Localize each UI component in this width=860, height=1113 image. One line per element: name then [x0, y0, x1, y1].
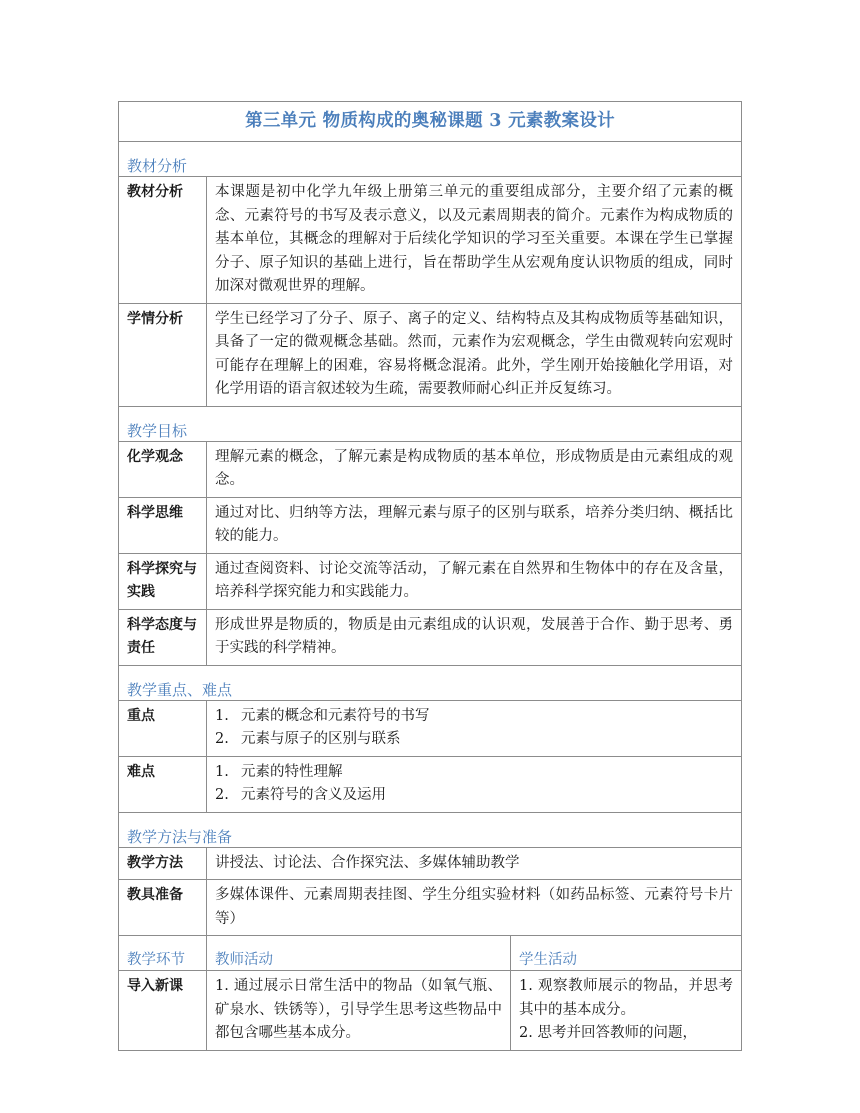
section-heading-material: 教材分析 — [119, 142, 742, 177]
student-activity-item: 2. 思考并回答教师的问题， — [519, 1025, 697, 1041]
list-item: 1. 元素的概念和元素符号的书写 — [215, 707, 430, 724]
row-label: 化学观念 — [119, 441, 207, 497]
row-label: 导入新课 — [119, 971, 207, 1051]
section-heading-methods: 教学方法与准备 — [119, 812, 742, 847]
row-text: 通过查阅资料、讨论交流等活动，了解元素在自然界和生物体中的存在及含量，培养科学探究能力和实践能力。 — [207, 553, 742, 609]
row-text: 本课题是初中化学九年级上册第三单元的重要组成部分，主要介绍了元素的概念、元素符号的书写及表示意义，以及元素周期表的简介。元素作为构成物质的基本单位，其概念的理解对于后续化学知识的学习至关重要。本课在学生已掌握分子、原子知识的基础上进行，旨在帮助学生从宏观角度认识物质的组成，同时加深对微观世界的理解。 — [207, 177, 742, 304]
table-row — [119, 177, 742, 304]
table-row — [119, 303, 742, 406]
student-activity-item: 1. 观察教师展示的物品，并思考其中的基本成分。 — [519, 978, 734, 1018]
row-label: 难点 — [119, 756, 207, 812]
row-text: 理解元素的概念，了解元素是构成物质的基本单位，形成物质是由元素组成的观念。 — [207, 441, 742, 497]
numbered-list — [215, 761, 733, 808]
row-text: 学生已经学习了分子、原子、离子的定义、结构特点及其构成物质等基础知识，具备了一定的微观概念基础。然而，元素作为宏观概念，学生由微观转向宏观时可能存在理解上的困难，容易将概念混淆。此外，学生刚开始接触化学用语，对化学用语的语言叙述较为生疏，需要教师耐心纠正并反复练习。 — [207, 303, 742, 406]
row-text: 讲授法、讨论法、合作探究法、多媒体辅助教学 — [207, 847, 742, 880]
section-heading-keypoints: 教学重点、难点 — [119, 665, 742, 700]
teacher-activity: 1. 通过展示日常生活中的物品（如氧气瓶、矿泉水、铁锈等），引导学生思考这些物品中都包含哪些基本成分。 — [207, 971, 511, 1051]
row-label: 教材分析 — [119, 177, 207, 304]
row-text: 形成世界是物质的，物质是由元素组成的认识观，发展善于合作、勤于思考、勇于实践的科学精神。 — [207, 609, 742, 665]
header-teacher: 教师活动 — [207, 936, 511, 971]
row-label: 科学探究与实践 — [119, 553, 207, 609]
list-item: 1. 元素的特性理解 — [215, 763, 343, 780]
process-header-row — [119, 936, 742, 971]
table-row — [119, 971, 742, 1051]
table-row — [119, 497, 742, 553]
row-text: 通过对比、归纳等方法，理解元素与原子的区别与联系，培养分类归纳、概括比较的能力。 — [207, 497, 742, 553]
row-label: 科学思维 — [119, 497, 207, 553]
lesson-plan-document — [118, 101, 741, 1051]
numbered-list — [215, 705, 733, 752]
row-label: 教具准备 — [119, 880, 207, 936]
page-title: 第三单元 物质构成的奥秘课题 3 元素教案设计 — [119, 102, 742, 142]
list-item: 2. 元素符号的含义及运用 — [215, 787, 386, 803]
row-label: 教学方法 — [119, 847, 207, 880]
row-label: 重点 — [119, 700, 207, 756]
table-row — [119, 441, 742, 497]
section-heading-goals: 教学目标 — [119, 406, 742, 441]
table-row — [119, 847, 742, 880]
list-item: 2. 元素与原子的区别与联系 — [215, 731, 401, 747]
table-row — [119, 553, 742, 609]
table-row — [119, 756, 742, 812]
header-stage: 教学环节 — [119, 936, 207, 971]
row-label: 学情分析 — [119, 303, 207, 406]
header-student: 学生活动 — [511, 936, 742, 971]
lesson-plan-table — [118, 101, 742, 1051]
row-label: 科学态度与责任 — [119, 609, 207, 665]
row-text: 多媒体课件、元素周期表挂图、学生分组实验材料（如药品标签、元素符号卡片等） — [207, 880, 742, 936]
table-row — [119, 609, 742, 665]
table-row — [119, 880, 742, 936]
table-row — [119, 700, 742, 756]
